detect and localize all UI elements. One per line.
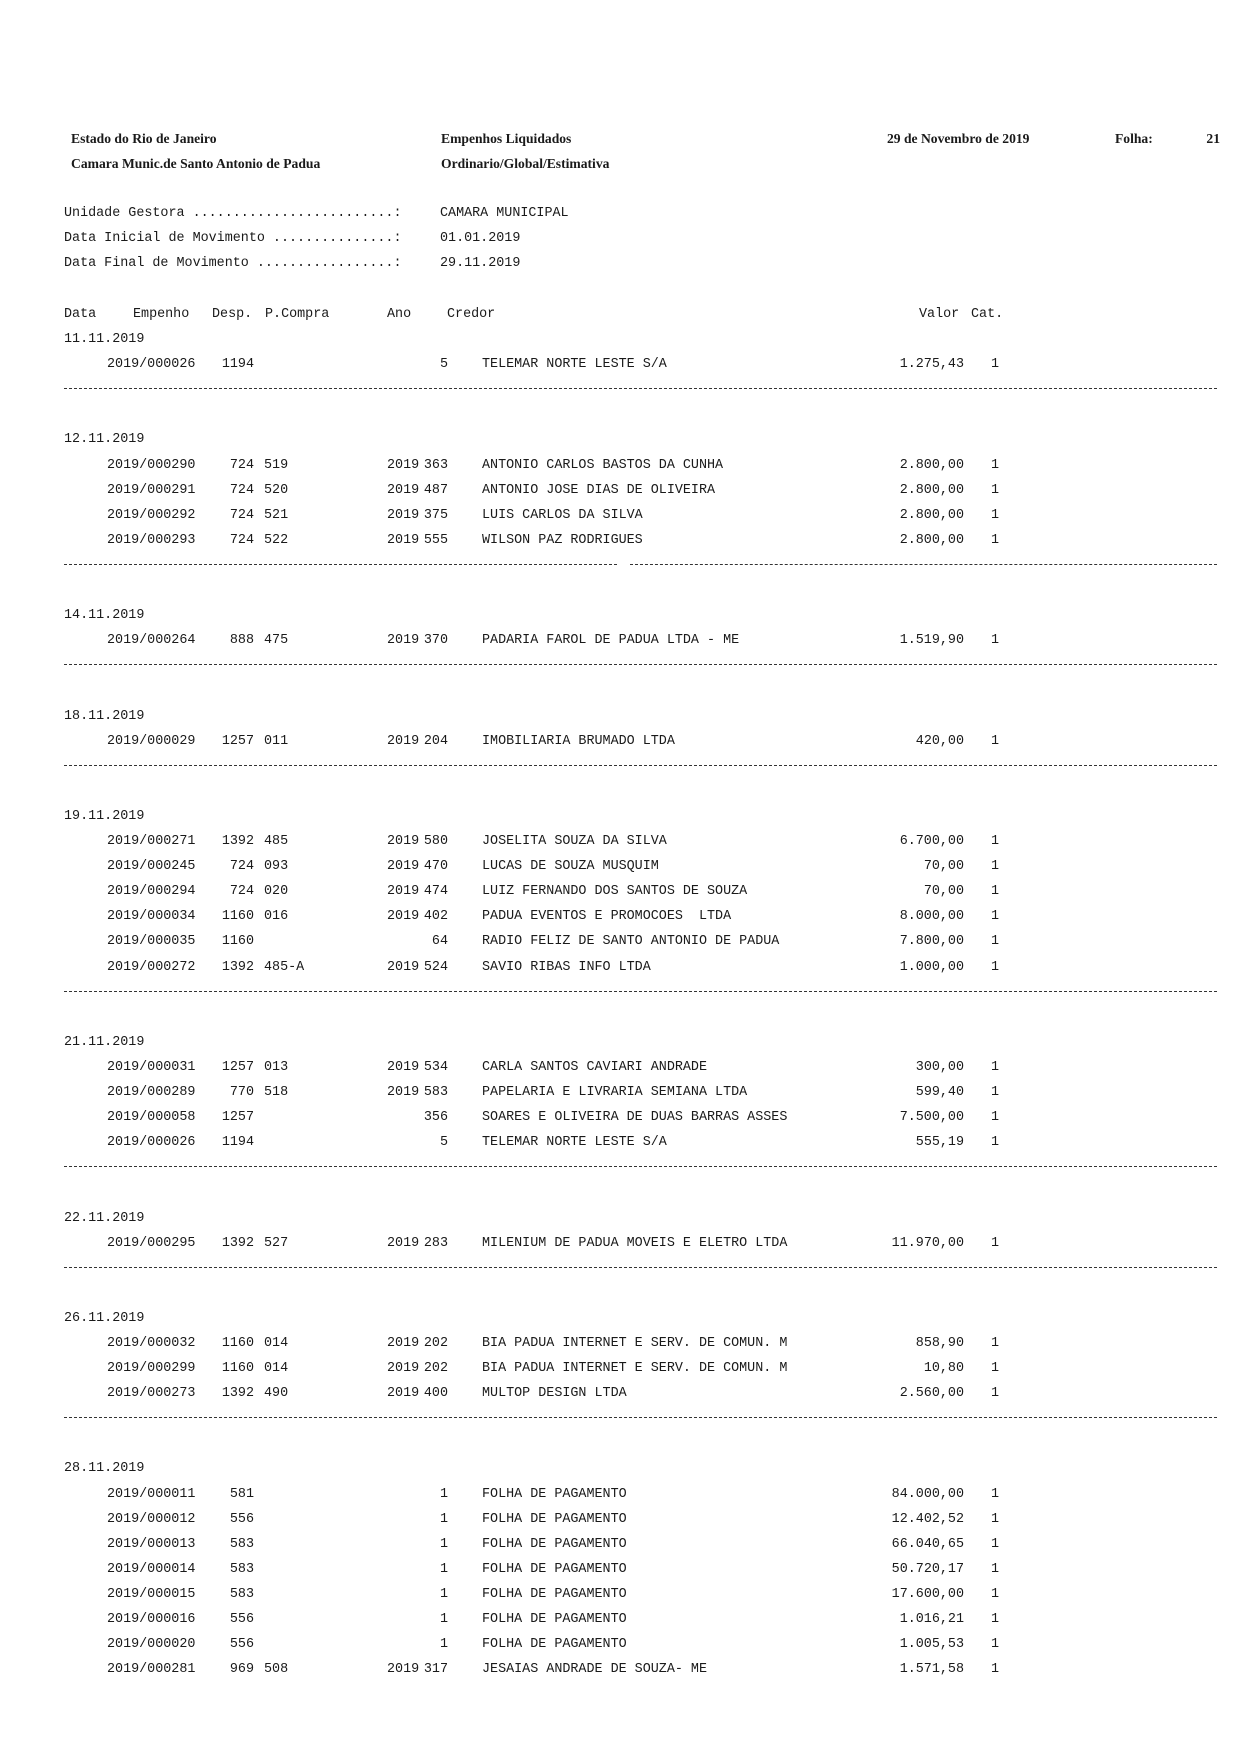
header-entity: Camara Munic.de Santo Antonio de Padua bbox=[71, 156, 321, 171]
row-cat: 1 bbox=[991, 934, 1000, 949]
row-credor: TELEMAR NORTE LESTE S/A bbox=[482, 357, 667, 372]
row-credor: BIA PADUA INTERNET E SERV. DE COMUN. M bbox=[482, 1361, 788, 1376]
row-credor-code: 555 bbox=[423, 533, 448, 548]
row-credor-code: 580 bbox=[423, 834, 448, 849]
group-date: 11.11.2019 bbox=[64, 332, 145, 347]
row-credor-code: 1 bbox=[439, 1637, 448, 1652]
row-empenho: 2019/000264 bbox=[107, 633, 196, 648]
row-ano: 2019 bbox=[387, 1361, 420, 1376]
report-title: Empenhos Liquidados bbox=[441, 131, 572, 146]
row-pcompra: 485-A bbox=[264, 960, 305, 975]
row-valor: 6.700,00 bbox=[899, 834, 964, 849]
row-credor: PADUA EVENTOS E PROMOCOES LTDA bbox=[482, 909, 732, 924]
row-valor: 300,00 bbox=[915, 1060, 964, 1075]
row-credor: SOARES E OLIVEIRA DE DUAS BARRAS ASSES bbox=[482, 1110, 788, 1125]
row-valor: 10,80 bbox=[923, 1361, 964, 1376]
row-cat: 1 bbox=[991, 909, 1000, 924]
row-pcompra: 020 bbox=[264, 884, 289, 899]
row-credor: CARLA SANTOS CAVIARI ANDRADE bbox=[482, 1060, 707, 1075]
row-cat: 1 bbox=[991, 1587, 1000, 1602]
row-credor: ANTONIO CARLOS BASTOS DA CUNHA bbox=[482, 458, 724, 473]
row-cat: 1 bbox=[991, 1662, 1000, 1677]
row-credor-code: 317 bbox=[423, 1662, 448, 1677]
row-cat: 1 bbox=[991, 1487, 1000, 1502]
row-ano: 2019 bbox=[387, 1060, 420, 1075]
row-desp: 583 bbox=[229, 1562, 254, 1577]
row-pcompra: 527 bbox=[264, 1236, 289, 1251]
param-value-unidade: CAMARA MUNICIPAL bbox=[440, 206, 569, 221]
row-credor-code: 363 bbox=[423, 458, 448, 473]
row-desp: 888 bbox=[229, 633, 254, 648]
row-pcompra: 518 bbox=[264, 1085, 289, 1100]
row-empenho: 2019/000026 bbox=[107, 357, 196, 372]
row-empenho: 2019/000013 bbox=[107, 1537, 196, 1552]
row-cat: 1 bbox=[991, 1612, 1000, 1627]
row-empenho: 2019/000011 bbox=[107, 1487, 196, 1502]
row-credor-code: 370 bbox=[423, 633, 448, 648]
row-credor: FOLHA DE PAGAMENTO bbox=[482, 1562, 627, 1577]
row-cat: 1 bbox=[991, 1386, 1000, 1401]
separator-line bbox=[64, 1166, 1217, 1167]
row-pcompra: 014 bbox=[264, 1361, 289, 1376]
param-label-data-final: Data Final de Movimento .................: bbox=[64, 256, 402, 271]
row-credor: FOLHA DE PAGAMENTO bbox=[482, 1537, 627, 1552]
row-empenho: 2019/000035 bbox=[107, 934, 196, 949]
row-valor: 1.005,53 bbox=[899, 1637, 964, 1652]
row-empenho: 2019/000034 bbox=[107, 909, 196, 924]
row-desp: 1160 bbox=[221, 934, 254, 949]
col-header-desp: Desp. bbox=[212, 307, 253, 322]
row-ano: 2019 bbox=[387, 508, 420, 523]
col-header-data: Data bbox=[64, 307, 97, 322]
row-valor: 7.800,00 bbox=[899, 934, 964, 949]
row-credor-code: 1 bbox=[439, 1587, 448, 1602]
row-credor: SAVIO RIBAS INFO LTDA bbox=[482, 960, 651, 975]
row-pcompra: 519 bbox=[264, 458, 289, 473]
row-valor: 2.800,00 bbox=[899, 483, 964, 498]
row-empenho: 2019/000295 bbox=[107, 1236, 196, 1251]
row-valor: 84.000,00 bbox=[891, 1487, 964, 1502]
row-ano: 2019 bbox=[387, 834, 420, 849]
group-date: 14.11.2019 bbox=[64, 608, 145, 623]
row-empenho: 2019/000291 bbox=[107, 483, 196, 498]
row-credor: MILENIUM DE PADUA MOVEIS E ELETRO LTDA bbox=[482, 1236, 788, 1251]
row-pcompra: 014 bbox=[264, 1336, 289, 1351]
row-cat: 1 bbox=[991, 1512, 1000, 1527]
row-pcompra: 016 bbox=[264, 909, 289, 924]
row-credor-code: 283 bbox=[423, 1236, 448, 1251]
row-ano: 2019 bbox=[387, 483, 420, 498]
row-empenho: 2019/000273 bbox=[107, 1386, 196, 1401]
row-valor: 599,40 bbox=[915, 1085, 964, 1100]
separator-line bbox=[630, 564, 1217, 565]
row-desp: 724 bbox=[229, 859, 254, 874]
row-empenho: 2019/000299 bbox=[107, 1361, 196, 1376]
row-valor: 2.800,00 bbox=[899, 458, 964, 473]
row-desp: 556 bbox=[229, 1512, 254, 1527]
row-empenho: 2019/000292 bbox=[107, 508, 196, 523]
row-credor-code: 202 bbox=[423, 1361, 448, 1376]
row-credor-code: 1 bbox=[439, 1612, 448, 1627]
row-ano: 2019 bbox=[387, 734, 420, 749]
row-desp: 1392 bbox=[221, 1236, 254, 1251]
row-ano: 2019 bbox=[387, 960, 420, 975]
row-credor: JESAIAS ANDRADE DE SOUZA- ME bbox=[482, 1662, 707, 1677]
row-desp: 1257 bbox=[221, 1110, 254, 1125]
row-cat: 1 bbox=[991, 1361, 1000, 1376]
row-credor: FOLHA DE PAGAMENTO bbox=[482, 1637, 627, 1652]
row-valor: 555,19 bbox=[915, 1135, 964, 1150]
report-date: 29 de Novembro de 2019 bbox=[887, 131, 1030, 146]
row-cat: 1 bbox=[991, 1562, 1000, 1577]
row-empenho: 2019/000026 bbox=[107, 1135, 196, 1150]
separator-line bbox=[64, 664, 1217, 665]
row-desp: 1160 bbox=[221, 1336, 254, 1351]
row-empenho: 2019/000245 bbox=[107, 859, 196, 874]
group-date: 26.11.2019 bbox=[64, 1311, 145, 1326]
row-credor-code: 375 bbox=[423, 508, 448, 523]
row-ano: 2019 bbox=[387, 458, 420, 473]
row-pcompra: 508 bbox=[264, 1662, 289, 1677]
row-valor: 1.571,58 bbox=[899, 1662, 964, 1677]
col-header-ano: Ano bbox=[387, 307, 412, 322]
row-desp: 1392 bbox=[221, 960, 254, 975]
row-pcompra: 521 bbox=[264, 508, 289, 523]
row-desp: 556 bbox=[229, 1637, 254, 1652]
row-valor: 1.519,90 bbox=[899, 633, 964, 648]
row-valor: 66.040,65 bbox=[891, 1537, 964, 1552]
separator-line bbox=[64, 1267, 1217, 1268]
row-cat: 1 bbox=[991, 734, 1000, 749]
col-header-cat: Cat. bbox=[971, 307, 1004, 322]
row-empenho: 2019/000272 bbox=[107, 960, 196, 975]
row-valor: 70,00 bbox=[923, 884, 964, 899]
row-credor-code: 356 bbox=[423, 1110, 448, 1125]
row-empenho: 2019/000271 bbox=[107, 834, 196, 849]
row-credor-code: 1 bbox=[439, 1562, 448, 1577]
row-cat: 1 bbox=[991, 633, 1000, 648]
row-valor: 50.720,17 bbox=[891, 1562, 964, 1577]
row-ano: 2019 bbox=[387, 533, 420, 548]
row-credor: LUIZ FERNANDO DOS SANTOS DE SOUZA bbox=[482, 884, 748, 899]
row-desp: 583 bbox=[229, 1587, 254, 1602]
row-empenho: 2019/000032 bbox=[107, 1336, 196, 1351]
row-credor: RADIO FELIZ DE SANTO ANTONIO DE PADUA bbox=[482, 934, 780, 949]
group-date: 22.11.2019 bbox=[64, 1211, 145, 1226]
row-empenho: 2019/000016 bbox=[107, 1612, 196, 1627]
param-value-data-final: 29.11.2019 bbox=[440, 256, 521, 271]
row-credor: WILSON PAZ RODRIGUES bbox=[482, 533, 643, 548]
group-date: 18.11.2019 bbox=[64, 709, 145, 724]
group-date: 21.11.2019 bbox=[64, 1035, 145, 1050]
row-credor: BIA PADUA INTERNET E SERV. DE COMUN. M bbox=[482, 1336, 788, 1351]
row-empenho: 2019/000293 bbox=[107, 533, 196, 548]
row-cat: 1 bbox=[991, 1060, 1000, 1075]
col-header-valor: Valor bbox=[919, 307, 960, 322]
row-ano: 2019 bbox=[387, 1236, 420, 1251]
row-credor: IMOBILIARIA BRUMADO LTDA bbox=[482, 734, 675, 749]
row-cat: 1 bbox=[991, 458, 1000, 473]
row-desp: 1160 bbox=[221, 1361, 254, 1376]
row-valor: 420,00 bbox=[915, 734, 964, 749]
row-credor-code: 487 bbox=[423, 483, 448, 498]
row-pcompra: 490 bbox=[264, 1386, 289, 1401]
row-cat: 1 bbox=[991, 483, 1000, 498]
row-desp: 724 bbox=[229, 458, 254, 473]
row-desp: 1160 bbox=[221, 909, 254, 924]
row-credor: JOSELITA SOUZA DA SILVA bbox=[482, 834, 667, 849]
row-valor: 7.500,00 bbox=[899, 1110, 964, 1125]
row-valor: 2.560,00 bbox=[899, 1386, 964, 1401]
row-credor: FOLHA DE PAGAMENTO bbox=[482, 1487, 627, 1502]
row-credor-code: 583 bbox=[423, 1085, 448, 1100]
col-header-credor: Credor bbox=[447, 307, 496, 322]
row-desp: 583 bbox=[229, 1537, 254, 1552]
col-header-empenho: Empenho bbox=[133, 307, 190, 322]
row-pcompra: 013 bbox=[264, 1060, 289, 1075]
param-value-data-inicial: 01.01.2019 bbox=[440, 231, 521, 246]
row-credor-code: 474 bbox=[423, 884, 448, 899]
row-cat: 1 bbox=[991, 1637, 1000, 1652]
row-desp: 1194 bbox=[221, 357, 254, 372]
row-credor: LUCAS DE SOUZA MUSQUIM bbox=[482, 859, 659, 874]
group-date: 12.11.2019 bbox=[64, 432, 145, 447]
param-label-unidade: Unidade Gestora .........................: bbox=[64, 206, 402, 221]
row-empenho: 2019/000012 bbox=[107, 1512, 196, 1527]
row-credor: FOLHA DE PAGAMENTO bbox=[482, 1612, 627, 1627]
row-credor-code: 5 bbox=[439, 357, 448, 372]
row-empenho: 2019/000014 bbox=[107, 1562, 196, 1577]
row-empenho: 2019/000294 bbox=[107, 884, 196, 899]
row-credor: FOLHA DE PAGAMENTO bbox=[482, 1587, 627, 1602]
row-cat: 1 bbox=[991, 960, 1000, 975]
row-credor-code: 5 bbox=[439, 1135, 448, 1150]
row-cat: 1 bbox=[991, 884, 1000, 899]
separator-line bbox=[64, 765, 1217, 766]
row-valor: 1.275,43 bbox=[899, 357, 964, 372]
row-cat: 1 bbox=[991, 834, 1000, 849]
row-credor-code: 202 bbox=[423, 1336, 448, 1351]
row-desp: 724 bbox=[229, 533, 254, 548]
row-desp: 1194 bbox=[221, 1135, 254, 1150]
report-subtitle: Ordinario/Global/Estimativa bbox=[441, 156, 610, 171]
row-valor: 8.000,00 bbox=[899, 909, 964, 924]
row-pcompra: 522 bbox=[264, 533, 289, 548]
sheet-number: 21 bbox=[1206, 131, 1220, 146]
row-cat: 1 bbox=[991, 1135, 1000, 1150]
row-desp: 1257 bbox=[221, 734, 254, 749]
row-desp: 581 bbox=[229, 1487, 254, 1502]
row-cat: 1 bbox=[991, 533, 1000, 548]
row-valor: 2.800,00 bbox=[899, 533, 964, 548]
row-empenho: 2019/000058 bbox=[107, 1110, 196, 1125]
row-valor: 2.800,00 bbox=[899, 508, 964, 523]
sheet-label: Folha: bbox=[1115, 131, 1153, 146]
row-empenho: 2019/000020 bbox=[107, 1637, 196, 1652]
separator-line bbox=[64, 564, 617, 565]
row-credor-code: 470 bbox=[423, 859, 448, 874]
row-empenho: 2019/000029 bbox=[107, 734, 196, 749]
row-ano: 2019 bbox=[387, 884, 420, 899]
row-ano: 2019 bbox=[387, 1336, 420, 1351]
separator-line bbox=[64, 1417, 1217, 1418]
row-credor-code: 534 bbox=[423, 1060, 448, 1075]
separator-line bbox=[64, 991, 1217, 992]
row-valor: 70,00 bbox=[923, 859, 964, 874]
col-header-pcompra: P.Compra bbox=[265, 307, 330, 322]
row-pcompra: 520 bbox=[264, 483, 289, 498]
header-state: Estado do Rio de Janeiro bbox=[71, 131, 217, 146]
row-desp: 724 bbox=[229, 884, 254, 899]
row-cat: 1 bbox=[991, 859, 1000, 874]
row-empenho: 2019/000289 bbox=[107, 1085, 196, 1100]
row-valor: 12.402,52 bbox=[891, 1512, 964, 1527]
row-cat: 1 bbox=[991, 1537, 1000, 1552]
row-credor: MULTOP DESIGN LTDA bbox=[482, 1386, 627, 1401]
row-ano: 2019 bbox=[387, 859, 420, 874]
row-desp: 1257 bbox=[221, 1060, 254, 1075]
group-date: 28.11.2019 bbox=[64, 1461, 145, 1476]
row-empenho: 2019/000015 bbox=[107, 1587, 196, 1602]
row-cat: 1 bbox=[991, 1110, 1000, 1125]
row-empenho: 2019/000281 bbox=[107, 1662, 196, 1677]
row-valor: 1.000,00 bbox=[899, 960, 964, 975]
row-pcompra: 475 bbox=[264, 633, 289, 648]
row-cat: 1 bbox=[991, 1336, 1000, 1351]
row-credor: TELEMAR NORTE LESTE S/A bbox=[482, 1135, 667, 1150]
row-pcompra: 011 bbox=[264, 734, 289, 749]
row-pcompra: 093 bbox=[264, 859, 289, 874]
row-credor-code: 524 bbox=[423, 960, 448, 975]
row-cat: 1 bbox=[991, 1085, 1000, 1100]
row-ano: 2019 bbox=[387, 909, 420, 924]
row-credor-code: 400 bbox=[423, 1386, 448, 1401]
row-cat: 1 bbox=[991, 1236, 1000, 1251]
row-desp: 1392 bbox=[221, 1386, 254, 1401]
row-desp: 724 bbox=[229, 508, 254, 523]
row-desp: 770 bbox=[229, 1085, 254, 1100]
row-credor: LUIS CARLOS DA SILVA bbox=[482, 508, 643, 523]
row-ano: 2019 bbox=[387, 1386, 420, 1401]
row-credor: PAPELARIA E LIVRARIA SEMIANA LTDA bbox=[482, 1085, 748, 1100]
row-valor: 11.970,00 bbox=[891, 1236, 964, 1251]
row-empenho: 2019/000031 bbox=[107, 1060, 196, 1075]
separator-line bbox=[64, 388, 1217, 389]
row-desp: 1392 bbox=[221, 834, 254, 849]
row-credor: FOLHA DE PAGAMENTO bbox=[482, 1512, 627, 1527]
row-credor: PADARIA FAROL DE PADUA LTDA - ME bbox=[482, 633, 740, 648]
row-desp: 969 bbox=[229, 1662, 254, 1677]
row-desp: 556 bbox=[229, 1612, 254, 1627]
row-valor: 858,90 bbox=[915, 1336, 964, 1351]
row-empenho: 2019/000290 bbox=[107, 458, 196, 473]
row-credor-code: 1 bbox=[439, 1537, 448, 1552]
row-credor-code: 1 bbox=[439, 1512, 448, 1527]
row-cat: 1 bbox=[991, 508, 1000, 523]
group-date: 19.11.2019 bbox=[64, 809, 145, 824]
row-credor-code: 64 bbox=[431, 934, 448, 949]
row-ano: 2019 bbox=[387, 1662, 420, 1677]
row-cat: 1 bbox=[991, 357, 1000, 372]
row-pcompra: 485 bbox=[264, 834, 289, 849]
row-ano: 2019 bbox=[387, 633, 420, 648]
row-credor: ANTONIO JOSE DIAS DE OLIVEIRA bbox=[482, 483, 716, 498]
row-valor: 1.016,21 bbox=[899, 1612, 964, 1627]
row-desp: 724 bbox=[229, 483, 254, 498]
row-credor-code: 1 bbox=[439, 1487, 448, 1502]
row-valor: 17.600,00 bbox=[891, 1587, 964, 1602]
param-label-data-inicial: Data Inicial de Movimento ...............: bbox=[64, 231, 402, 246]
row-credor-code: 402 bbox=[423, 909, 448, 924]
row-ano: 2019 bbox=[387, 1085, 420, 1100]
row-credor-code: 204 bbox=[423, 734, 448, 749]
